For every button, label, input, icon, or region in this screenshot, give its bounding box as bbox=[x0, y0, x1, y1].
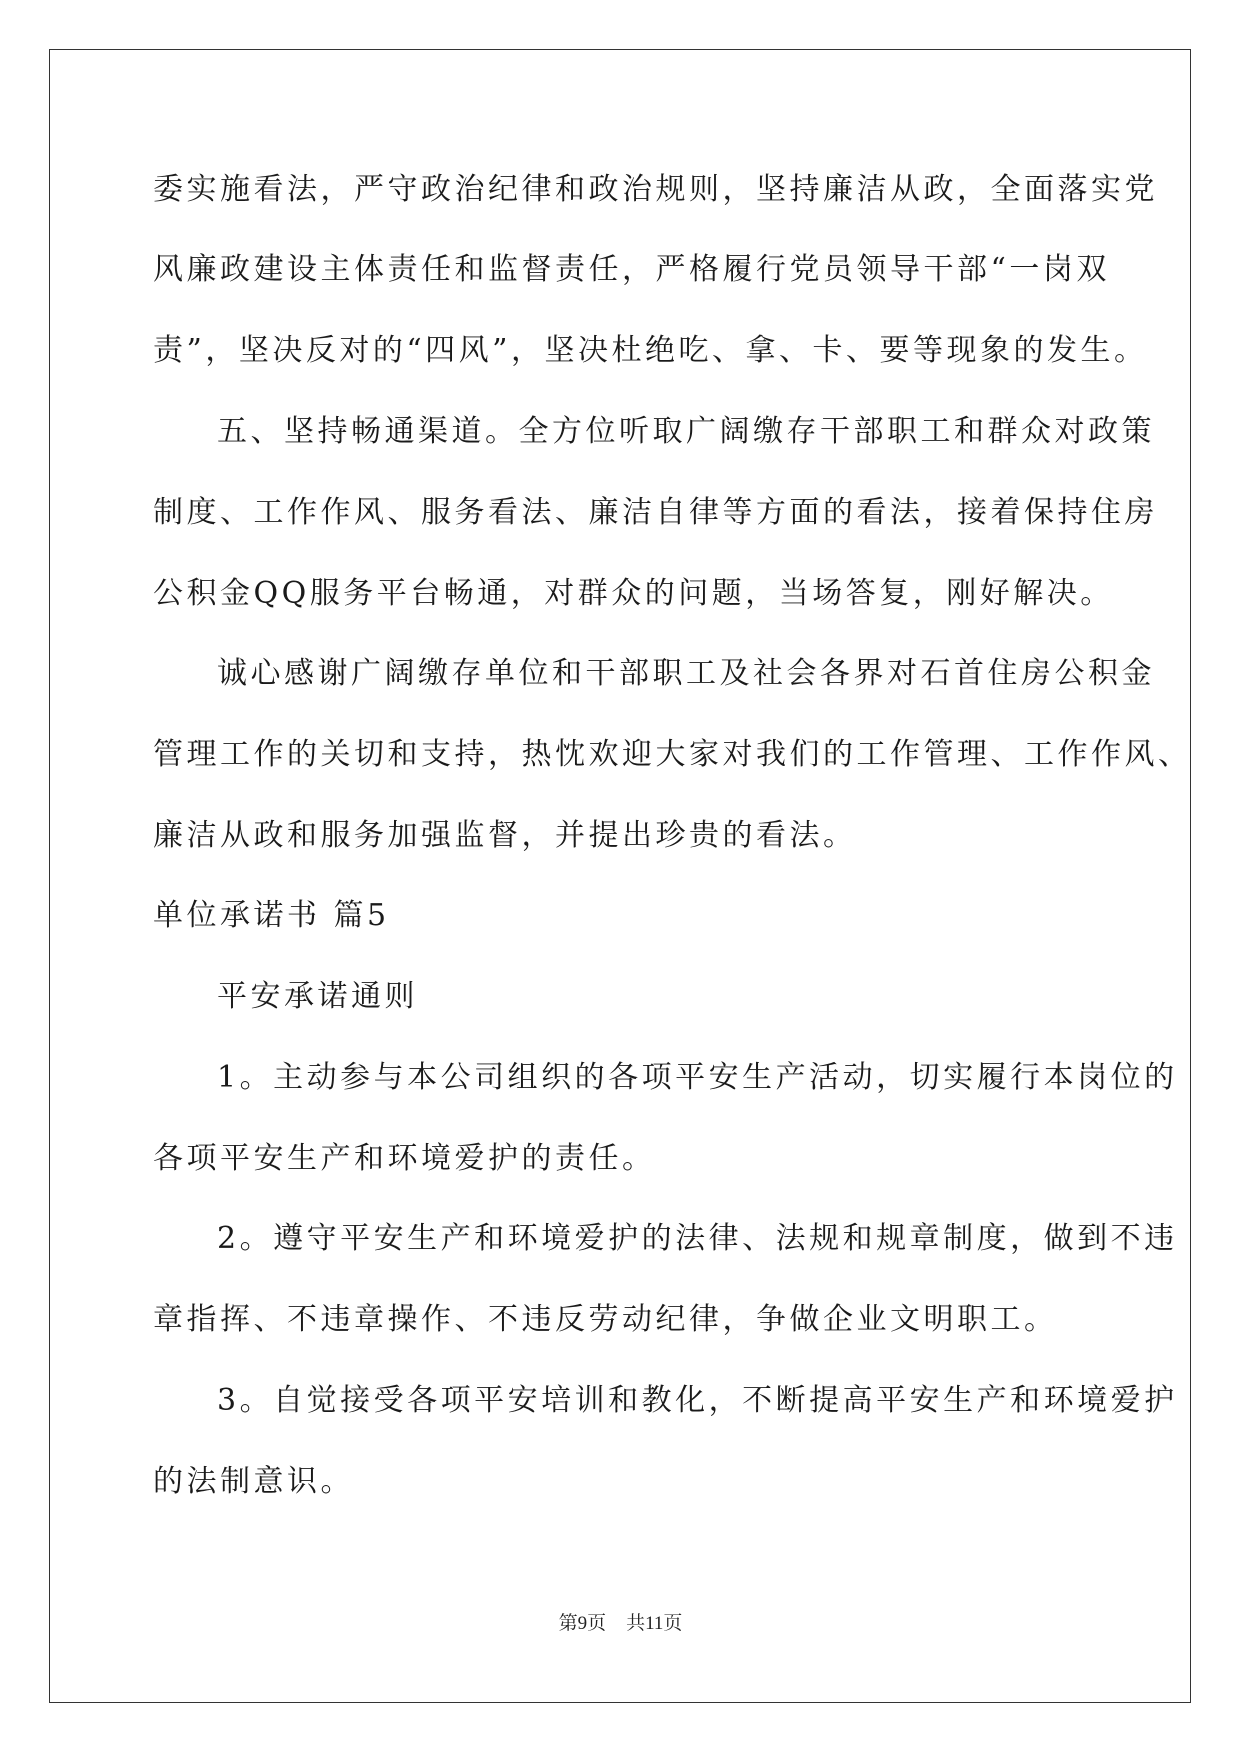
body-line: 责”，坚决反对的“四风”，坚决杜绝吃、拿、卡、要等现象的发生。 bbox=[153, 333, 1148, 368]
paragraph-first-line: 2。遵守平安生产和环境爱护的法律、法规和规章制度，做到不违 bbox=[217, 1221, 1178, 1256]
body-line: 各项平安生产和环境爱护的责任。 bbox=[153, 1141, 656, 1176]
footer-total-suffix: 页 bbox=[663, 1612, 683, 1634]
footer-prefix: 第 bbox=[558, 1612, 578, 1634]
paragraph-first-line: 3。自觉接受各项平安培训和教化，不断提高平安生产和环境爱护 bbox=[217, 1383, 1178, 1418]
paragraph-first-line: 诚心感谢广阔缴存单位和干部职工及社会各界对石首住房公积金 bbox=[217, 656, 1155, 691]
paragraph-first-line: 平安承诺通则 bbox=[217, 979, 418, 1014]
section-heading: 单位承诺书 篇5 bbox=[153, 898, 390, 933]
paragraph-first-line: 五、坚持畅通渠道。全方位听取广阔缴存干部职工和群众对政策 bbox=[217, 414, 1155, 449]
paragraph-first-line: 1。主动参与本公司组织的各项平安生产活动，切实履行本岗位的 bbox=[217, 1060, 1178, 1095]
body-line: 的法制意识。 bbox=[153, 1464, 354, 1499]
page-footer bbox=[0, 1611, 1241, 1636]
body-line: 委实施看法，严守政治纪律和政治规则，坚持廉洁从政，全面落实党 bbox=[153, 172, 1158, 207]
body-line: 制度、工作作风、服务看法、廉洁自律等方面的看法，接着保持住房 bbox=[153, 495, 1158, 530]
body-line: 公积金QQ服务平台畅通，对群众的问题，当场答复，刚好解决。 bbox=[153, 576, 1114, 611]
footer-page-suffix: 页 bbox=[587, 1612, 607, 1634]
footer-total-pages: 11 bbox=[645, 1613, 664, 1634]
body-line: 风廉政建设主体责任和监督责任，严格履行党员领导干部“一岗双 bbox=[153, 252, 1110, 287]
body-line: 管理工作的关切和支持，热忱欢迎大家对我们的工作管理、工作作风、 bbox=[153, 737, 1192, 772]
page-border bbox=[49, 49, 1191, 1703]
footer-page-number: 9 bbox=[577, 1613, 588, 1634]
body-line: 廉洁从政和服务加强监督，并提出珍贵的看法。 bbox=[153, 818, 857, 853]
footer-total-prefix: 共 bbox=[626, 1612, 646, 1634]
body-line: 章指挥、不违章操作、不违反劳动纪律，争做企业文明职工。 bbox=[153, 1302, 1058, 1337]
